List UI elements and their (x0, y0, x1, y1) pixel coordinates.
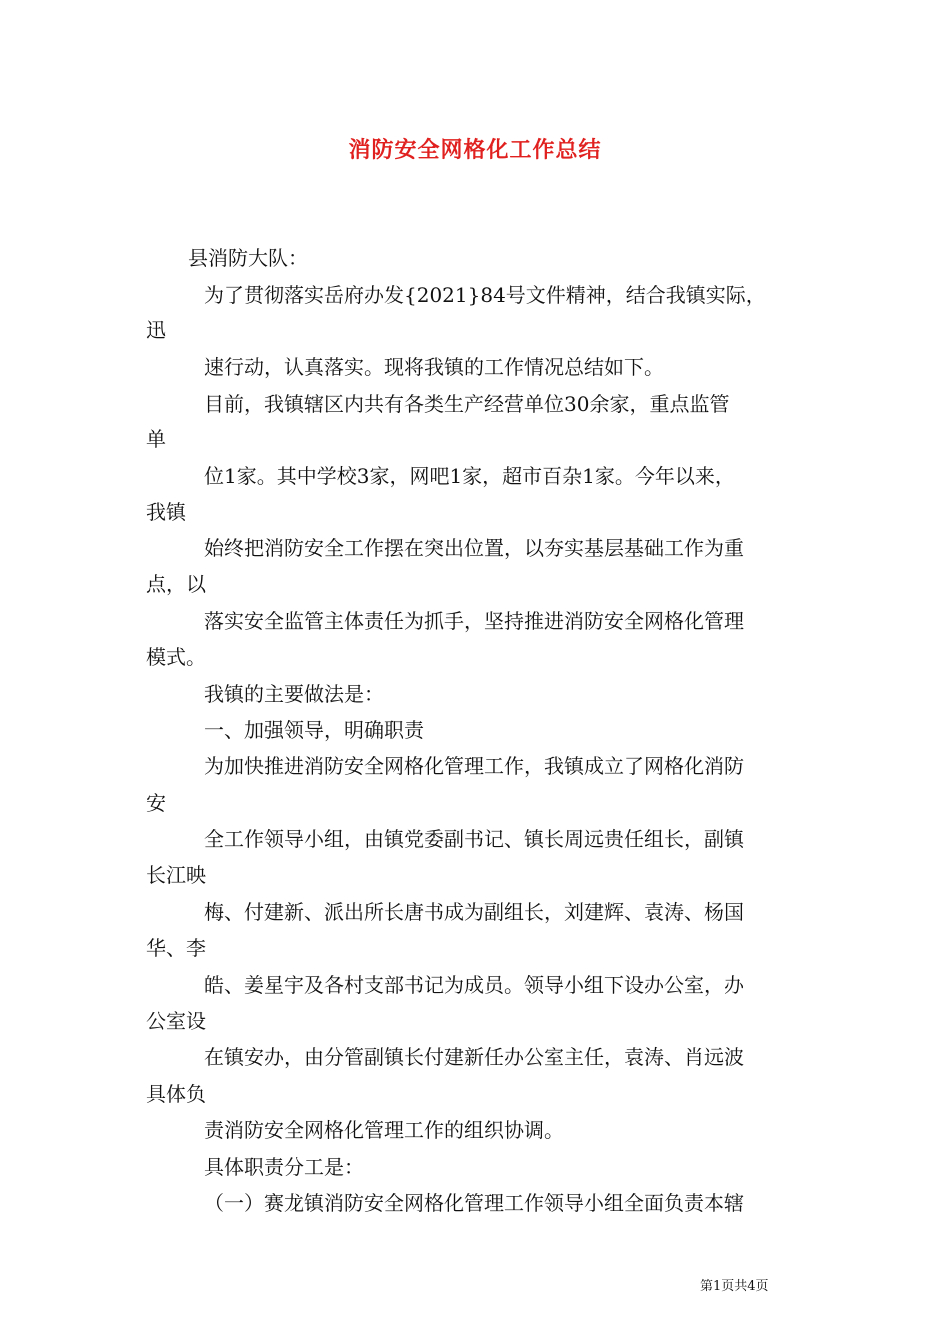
body-line: 单 (146, 427, 166, 451)
body-line: 迅 (146, 318, 166, 342)
body-line: 为加快推进消防安全网格化管理工作，我镇成立了网格化消防 (204, 754, 744, 778)
body-line: 位1家。其中学校3家，网吧1家，超市百杂1家。今年以来， (204, 464, 735, 488)
body-line: 具体负 (146, 1082, 206, 1106)
body-line: 点，以 (146, 572, 206, 596)
body-line: 具体职责分工是： (204, 1155, 364, 1179)
body-line: 公室设 (146, 1009, 206, 1033)
body-line: 皓、姜星宇及各村支部书记为成员。领导小组下设办公室，办 (204, 973, 744, 997)
body-line: 我镇的主要做法是： (204, 682, 384, 706)
page-number: 第1页共4页 (700, 1279, 769, 1294)
body-line: 为了贯彻落实岳府办发{2021}84号文件精神，结合我镇实际， (204, 283, 766, 307)
body-line: 华、李 (146, 936, 206, 960)
body-line: 目前，我镇辖区内共有各类生产经营单位30余家，重点监管 (204, 392, 730, 416)
body-line: 我镇 (146, 500, 186, 524)
document-title: 消防安全网格化工作总结 (348, 137, 602, 163)
body-line: 速行动，认真落实。现将我镇的工作情况总结如下。 (204, 355, 664, 379)
body-line: 梅、付建新、派出所长唐书成为副组长，刘建辉、袁涛、杨国 (204, 900, 744, 924)
salutation-line: 县消防大队： (188, 246, 308, 270)
body-line: 长江映 (146, 863, 206, 887)
body-line: 始终把消防安全工作摆在突出位置，以夯实基层基础工作为重 (204, 536, 744, 560)
body-line: 责消防安全网格化管理工作的组织协调。 (204, 1118, 564, 1142)
body-line: 安 (146, 791, 166, 815)
body-line: 全工作领导小组，由镇党委副书记、镇长周远贵任组长，副镇 (204, 827, 744, 851)
body-line: 模式。 (146, 645, 206, 669)
body-line: 在镇安办，由分管副镇长付建新任办公室主任，袁涛、肖远波 (204, 1045, 744, 1069)
body-line: （一）赛龙镇消防安全网格化管理工作领导小组全面负责本辖 (204, 1191, 744, 1215)
body-line: 落实安全监管主体责任为抓手，坚持推进消防安全网格化管理 (204, 609, 744, 633)
section-heading: 一、加强领导，明确职责 (204, 718, 424, 742)
